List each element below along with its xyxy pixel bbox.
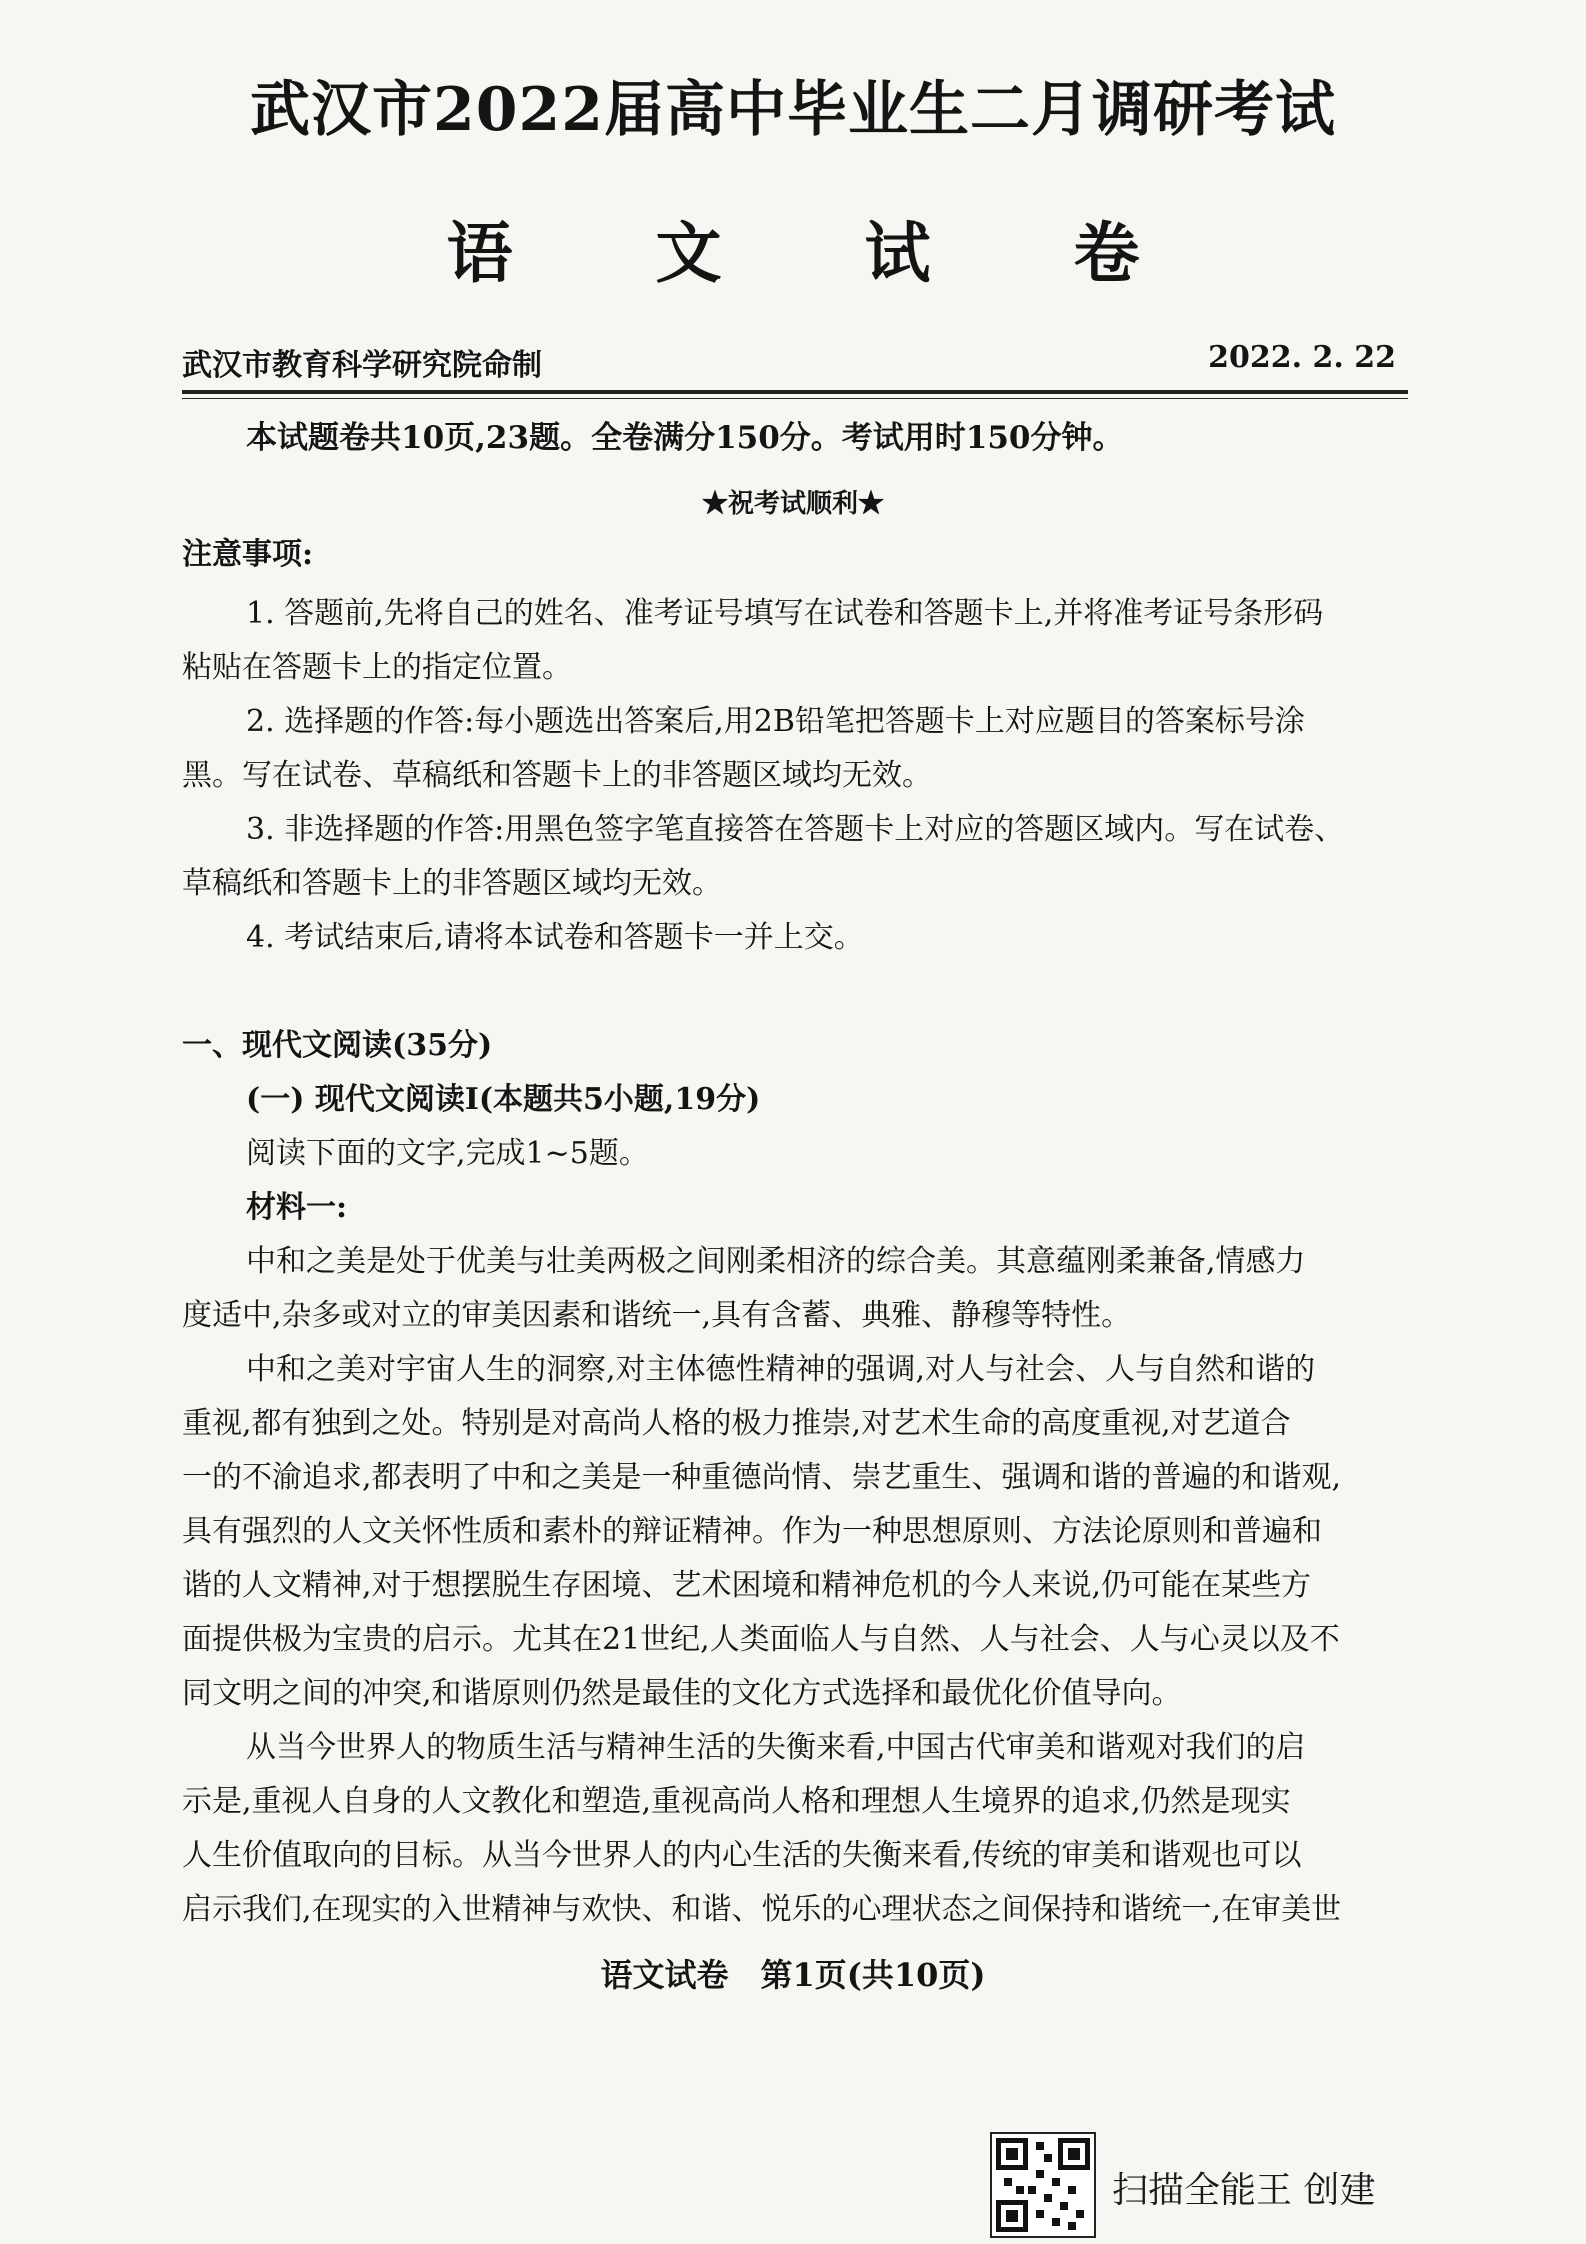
- notice-line: 2. 选择题的作答:每小题选出答案后,用2B铅笔把答题卡上对应题目的答案标号涂: [246, 704, 1305, 739]
- notice-line: 黑。写在试卷、草稿纸和答题卡上的非答题区域均无效。: [182, 758, 932, 793]
- passage-line: 从当今世界人的物质生活与精神生活的失衡来看,中国古代审美和谐观对我们的启: [246, 1730, 1306, 1765]
- passage-line: 具有强烈的人文关怀性质和素朴的辩证精神。作为一种思想原则、方法论原则和普遍和: [182, 1514, 1322, 1549]
- header-rule-thin: [182, 398, 1408, 399]
- passage-line: 一的不渝追求,都表明了中和之美是一种重德尚情、崇艺重生、强调和谐的普遍的和谐观,: [182, 1460, 1342, 1495]
- passage-line: 中和之美是处于优美与壮美两极之间刚柔相济的综合美。其意蕴刚柔兼备,情感力: [246, 1244, 1306, 1279]
- section-instruction: 阅读下面的文字,完成1~5题。: [246, 1136, 649, 1171]
- notice-title: 注意事项:: [182, 537, 314, 572]
- exam-summary: 本试题卷共10页,23题。全卷满分150分。考试用时150分钟。: [246, 420, 1124, 456]
- issuer-text: 武汉市教育科学研究院命制: [182, 348, 542, 383]
- notice-line: 草稿纸和答题卡上的非答题区域均无效。: [182, 866, 722, 901]
- section-heading: 一、现代文阅读(35分): [182, 1028, 493, 1063]
- passage-line: 同文明之间的冲突,和谐原则仍然是最佳的文化方式选择和最优化价值导向。: [182, 1676, 1182, 1711]
- header-rule-thick: [182, 390, 1408, 394]
- passage-line: 重视,都有独到之处。特别是对高尚人格的极力推崇,对艺术生命的高度重视,对艺道合: [182, 1406, 1291, 1441]
- page-footer: 语文试卷 第1页(共10页): [600, 1956, 986, 1994]
- section-subheading: (一) 现代文阅读Ⅰ(本题共5小题,19分): [246, 1082, 761, 1117]
- passage-line: 度适中,杂多或对立的审美因素和谐统一,具有含蓄、典雅、静穆等特性。: [182, 1298, 1132, 1333]
- passage-line: 人生价值取向的目标。从当今世界人的内心生活的失衡来看,传统的审美和谐观也可以: [182, 1838, 1302, 1873]
- notice-line: 4. 考试结束后,请将本试卷和答题卡一并上交。: [246, 920, 864, 955]
- blessing-text: ★祝考试顺利★: [701, 489, 884, 519]
- passage-line: 示是,重视人自身的人文教化和塑造,重视高尚人格和理想人生境界的追求,仍然是现实: [182, 1784, 1291, 1819]
- notice-line: 粘贴在答题卡上的指定位置。: [182, 650, 572, 685]
- scanner-watermark: [990, 2132, 1440, 2242]
- passage-line: 启示我们,在现实的入世精神与欢快、和谐、悦乐的心理状态之间保持和谐统一,在审美世: [182, 1892, 1342, 1927]
- qr-code-icon: [990, 2132, 1096, 2238]
- passage-line: 面提供极为宝贵的启示。尤其在21世纪,人类面临人与自然、人与社会、人与心灵以及不: [182, 1622, 1340, 1657]
- notice-line: 3. 非选择题的作答:用黑色签字笔直接答在答题卡上对应的答题区域内。写在试卷、: [246, 812, 1345, 847]
- watermark-text: 扫描全能王 创建: [1112, 2170, 1376, 2211]
- exam-title: 武汉市2022届高中毕业生二月调研考试: [250, 75, 1336, 145]
- notice-line: 1. 答题前,先将自己的姓名、准考证号填写在试卷和答题卡上,并将准考证号条形码: [246, 596, 1324, 631]
- exam-subtitle: 语 文 试 卷: [446, 214, 1200, 292]
- exam-date: 2022. 2. 22: [1208, 340, 1396, 375]
- passage-line: 中和之美对宇宙人生的洞察,对主体德性精神的强调,对人与社会、人与自然和谐的: [246, 1352, 1316, 1387]
- material-label: 材料一:: [246, 1190, 348, 1225]
- passage-line: 谐的人文精神,对于想摆脱生存困境、艺术困境和精神危机的今人来说,仍可能在某些方: [182, 1568, 1312, 1603]
- meta-row: [182, 340, 1408, 384]
